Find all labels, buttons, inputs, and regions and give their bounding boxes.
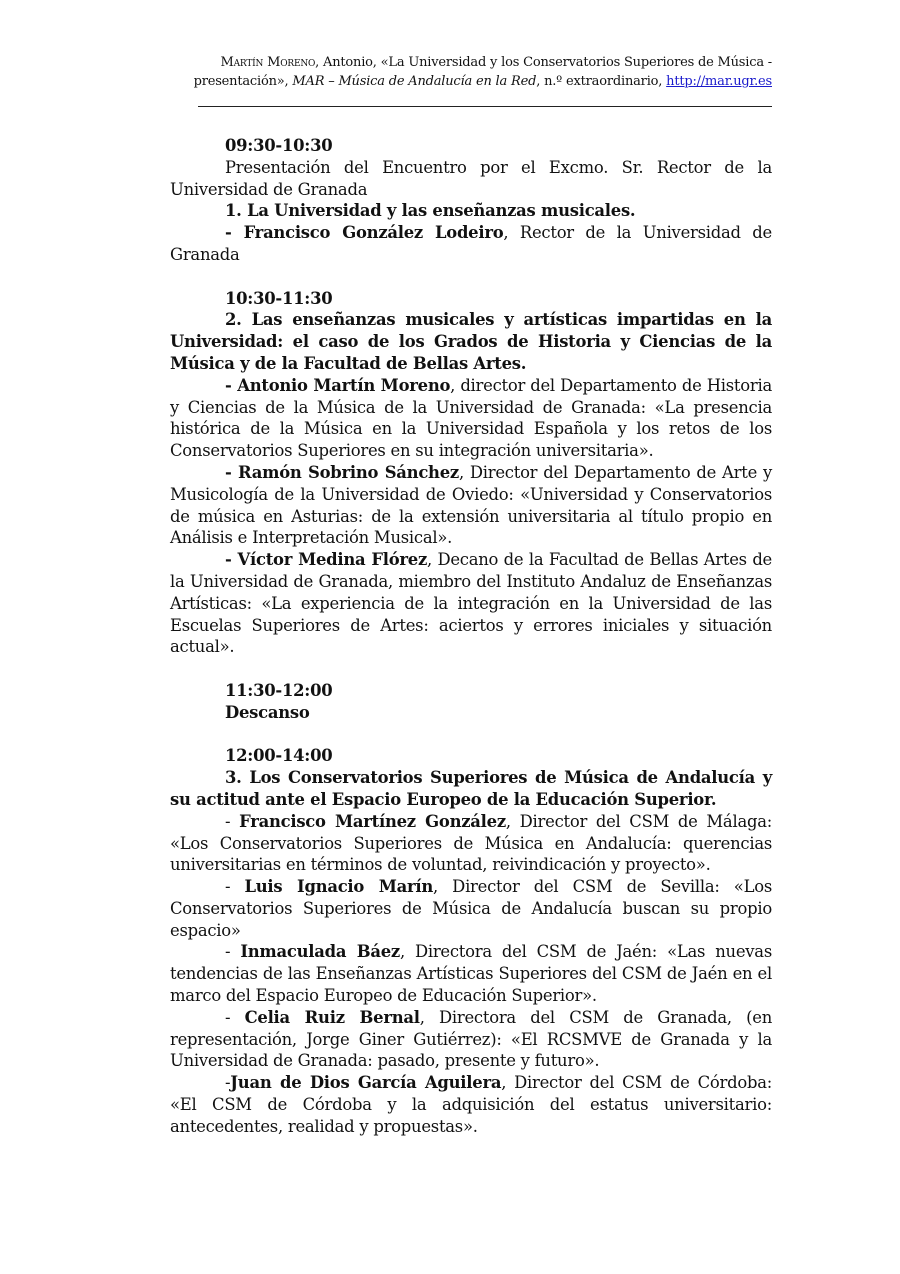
spacer	[170, 724, 772, 746]
speaker-dash: -	[225, 877, 245, 897]
speaker-name: - Antonio Martín Moreno	[225, 375, 451, 395]
speaker-description: , Director del CSM de Sevilla: «Los Conservatorios Superiores de Música de Andalucía buscan su propio espacio»	[170, 877, 772, 940]
speaker-description: , Directora del CSM de Granada, (en representación, Jorge Giner Gutiérrez): «El RCSMVE de Granada y la Universidad de Granada: pasado, presente y futuro».	[170, 1007, 773, 1071]
speaker-name: Juan de Dios García Aguilera	[230, 1073, 502, 1093]
speaker-name: Luis Ignacio Marín	[244, 877, 434, 897]
speaker-name: Francisco Martínez González	[239, 811, 506, 831]
speaker-description: , Director del CSM de Málaga: «Los Conservatorios Superiores de Música en Andalucía: querencias universitarias en términos de voluntad, reivindicación y proyecto».	[170, 811, 773, 875]
speaker-name: Inmaculada Báez	[240, 942, 400, 962]
speaker-entry	[170, 941, 772, 1006]
speaker-name: - Víctor Medina Flórez	[225, 550, 428, 570]
session-title: Descanso	[225, 702, 310, 722]
header-line-1	[170, 53, 772, 72]
speaker-entry	[170, 811, 772, 876]
speaker-name: Celia Ruiz Bernal	[244, 1007, 420, 1027]
speaker-entry	[170, 375, 772, 462]
header-divider	[198, 106, 772, 107]
speaker-name: - Ramón Sobrino Sánchez	[225, 462, 459, 482]
speaker-entry	[170, 876, 772, 941]
session-intro: Presentación del Encuentro por el Excmo. Sr. Rector de la Universidad de Granada	[170, 157, 772, 199]
speaker-dash: -	[225, 942, 241, 962]
speaker-entry	[170, 549, 772, 658]
speaker-dash: -	[225, 811, 240, 831]
speaker-dash: -	[225, 1073, 231, 1093]
speaker-dash: -	[225, 1007, 245, 1027]
session-title: 3. Los Conservatorios Superiores de Música de Andalucía y su actitud ante el Espacio Europeo de la Educación Superior.	[170, 768, 772, 809]
speaker-entry	[170, 1007, 772, 1072]
spacer	[170, 658, 772, 680]
header-citation: , Antonio, «La Universidad y los Conservatorios Superiores de Música -	[315, 55, 772, 70]
session-title: 2. Las enseñanzas musicales y artísticas impartidas en la Universidad: el caso de los Grados de Historia y Ciencias de la Música y de la Facultad de Bellas Artes.	[170, 310, 772, 373]
program-body	[170, 135, 772, 1138]
speaker-description: , Directora del CSM de Jaén: «Las nuevas tendencias de las Enseñanzas Artísticas Superiores del CSM de Jaén en el marco del Espacio Europeo de Educación Superior».	[170, 942, 772, 1006]
header-journal: MAR – Música de Andalucía en la Red	[292, 74, 537, 89]
header-url-link[interactable]: http://mar.ugr.es	[666, 74, 772, 89]
speaker-entry	[170, 1072, 772, 1137]
speaker-description: , Rector de la Universidad de Granada	[170, 223, 772, 264]
header-presentation: presentación»,	[193, 74, 293, 89]
header-author: Martín Moreno	[220, 55, 316, 70]
running-header	[170, 53, 772, 91]
session-time: 10:30-11:30	[225, 288, 333, 308]
session-time: 09:30-10:30	[225, 136, 333, 155]
speaker-description: , Decano de la Facultad de Bellas Artes de la Universidad de Granada, miembro del Instituto Andaluz de Enseñanzas Artísticas: «La experiencia de la integración en la Universidad de las Escuelas Superiores de Artes: aciertos y errores iniciales y situación actual».	[170, 550, 773, 657]
speaker-description: , Director del CSM de Córdoba: «El CSM de Córdoba y la adquisición del estatus universitario: antecedentes, realidad y propuestas».	[170, 1073, 772, 1136]
header-line-2	[170, 72, 772, 91]
header-issue: , n.º extraordinario,	[536, 74, 667, 89]
speaker-description: , Director del Departamento de Arte y Musicología de la Universidad de Oviedo: «Universidad y Conservatorios de música en Asturias: de la extensión universitaria al título propio en Análisis e Interpretación Musical».	[170, 462, 772, 548]
speaker-entry	[170, 462, 772, 549]
session-time: 12:00-14:00	[225, 746, 333, 766]
speaker-name: - Francisco González Lodeiro	[225, 223, 504, 243]
session-time: 11:30-12:00	[225, 680, 333, 700]
spacer	[170, 266, 772, 288]
speaker-description: , director del Departamento de Historia y Ciencias de la Música de la Universidad de Granada: «La presencia histórica de la Música en la Universidad Española y los retos de los Conservatorios Superiores en su integración universitaria».	[170, 375, 772, 461]
speaker-entry	[170, 222, 772, 266]
session-title: 1. La Universidad y las enseñanzas musicales.	[225, 201, 636, 221]
